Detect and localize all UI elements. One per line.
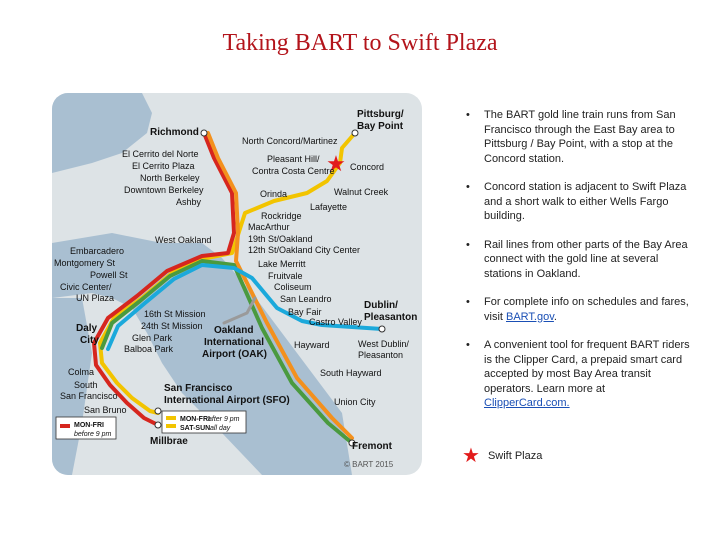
label-16th-mission: 16th St Mission	[144, 309, 206, 319]
label-macarthur: MacArthur	[248, 222, 290, 232]
label-san-bruno: San Bruno	[84, 405, 127, 415]
bullet-concord: • Concord station is adjacent to Swift Plaza and a short walk to either Wells Fargo building.	[466, 180, 690, 224]
swift-plaza-legend	[462, 445, 543, 467]
label-san-leandro: San Leandro	[280, 294, 332, 304]
label-daly-1: Daly	[76, 323, 98, 334]
label-coliseum: Coliseum	[274, 282, 312, 292]
svg-text:after 9 pm: after 9 pm	[208, 416, 240, 423]
label-union-city: Union City	[334, 397, 376, 407]
label-fremont: Fremont	[352, 441, 392, 452]
label-walnut-creek: Walnut Creek	[334, 187, 389, 197]
label-24th-mission: 24th St Mission	[141, 321, 203, 331]
svg-text:MON-FRI: MON-FRI	[180, 416, 210, 423]
label-el-cerrito-del-norte: El Cerrito del Norte	[122, 149, 199, 159]
label-pittsburg-1: Pittsburg/	[357, 109, 404, 120]
station-dot-richmond	[201, 130, 207, 136]
label-sfo-1: San Francisco	[164, 383, 233, 394]
clipper-card-link[interactable]: ClipperCard.com.	[484, 397, 570, 409]
label-pleasant-hill-1: Pleasant Hill/	[267, 154, 320, 164]
bart-map	[52, 93, 422, 475]
svg-text:MON-FRI: MON-FRI	[74, 422, 104, 429]
svg-text:before 9 pm: before 9 pm	[74, 431, 112, 438]
label-19th: 19th St/Oakland	[248, 234, 313, 244]
concord-star-icon: ★	[326, 151, 346, 176]
label-embarcadero: Embarcadero	[70, 246, 125, 256]
label-el-cerrito-plaza: El Cerrito Plaza	[132, 161, 195, 171]
station-dot-sfo	[155, 408, 161, 414]
label-rockridge: Rockridge	[261, 211, 302, 221]
star-icon: ★	[462, 445, 480, 467]
label-castro-valley: Castro Valley	[309, 317, 362, 327]
label-lafayette: Lafayette	[310, 202, 348, 212]
label-glen-park: Glen Park	[132, 333, 173, 343]
label-north-concord: North Concord/Martinez	[242, 136, 338, 146]
label-dublin-2: Pleasanton	[364, 312, 418, 323]
label-ssf-2: San Francisco	[60, 391, 118, 401]
info-bullets	[466, 108, 690, 425]
label-powell: Powell St	[90, 270, 128, 280]
label-west-dublin-2: Pleasanton	[358, 350, 404, 360]
service-legend-left	[56, 417, 116, 439]
label-west-dublin-1: West Dublin/	[358, 339, 409, 349]
station-dot-millbrae	[155, 422, 161, 428]
label-civic-2: UN Plaza	[76, 293, 115, 303]
label-oak-2: International	[204, 337, 265, 348]
label-montgomery: Montgomery St	[54, 258, 116, 268]
label-sfo-2: International Airport (SFO)	[164, 395, 290, 406]
bullet-clipper: • A convenient tool for frequent BART riders is the Clipper Card, a prepaid smart card accepted by most Bay Area transit operators. Learn more at ClipperCard.com.	[466, 338, 690, 411]
label-north-berkeley: North Berkeley	[140, 173, 200, 183]
service-legend-right	[162, 411, 246, 433]
bullet-gold-line: • The BART gold line train runs from San Francisco through the East Bay area to Pittsburg / Bay Point, with a stop at the Concord station.	[466, 108, 690, 166]
label-pleasant-hill-2: Contra Costa Centre	[252, 166, 335, 176]
bullet-schedules: • For complete info on schedules and fares, visit BART.gov.	[466, 295, 690, 324]
label-dublin-1: Dublin/	[364, 300, 398, 311]
label-oak-1: Oakland	[214, 325, 254, 336]
label-civic-1: Civic Center/	[60, 282, 112, 292]
station-dot-dublin	[379, 326, 385, 332]
label-pittsburg-2: Bay Point	[357, 121, 404, 132]
page-title: Taking BART to Swift Plaza	[222, 30, 498, 56]
svg-text:SAT-SUN: SAT-SUN	[180, 425, 211, 432]
label-millbrae: Millbrae	[150, 436, 188, 447]
label-oak-3: Airport (OAK)	[202, 349, 267, 360]
label-richmond: Richmond	[150, 127, 199, 138]
bart-gov-link[interactable]: BART.gov	[506, 310, 554, 323]
label-balboa-park: Balboa Park	[124, 344, 174, 354]
label-south-hayward: South Hayward	[320, 368, 382, 378]
label-ssf-1: South	[74, 380, 98, 390]
label-12th: 12th St/Oakland City Center	[248, 245, 361, 255]
label-concord: Concord	[350, 162, 385, 172]
label-colma: Colma	[68, 367, 95, 377]
label-bay-fair: Bay Fair	[288, 307, 322, 317]
label-ashby: Ashby	[176, 197, 202, 207]
label-hayward: Hayward	[294, 340, 330, 350]
label-orinda: Orinda	[260, 189, 288, 199]
label-west-oakland: West Oakland	[155, 235, 212, 245]
legend-label: Swift Plaza	[487, 450, 543, 462]
label-fruitvale: Fruitvale	[268, 271, 303, 281]
svg-text:all day: all day	[210, 425, 231, 432]
map-copyright: © BART 2015	[344, 460, 394, 469]
label-lake-merritt: Lake Merritt	[258, 259, 306, 269]
bullet-rail-lines: • Rail lines from other parts of the Bay Area connect with the gold line at several stations in Oakland.	[466, 238, 690, 282]
label-daly-2: City	[80, 335, 99, 346]
label-downtown-berkeley: Downtown Berkeley	[124, 185, 204, 195]
